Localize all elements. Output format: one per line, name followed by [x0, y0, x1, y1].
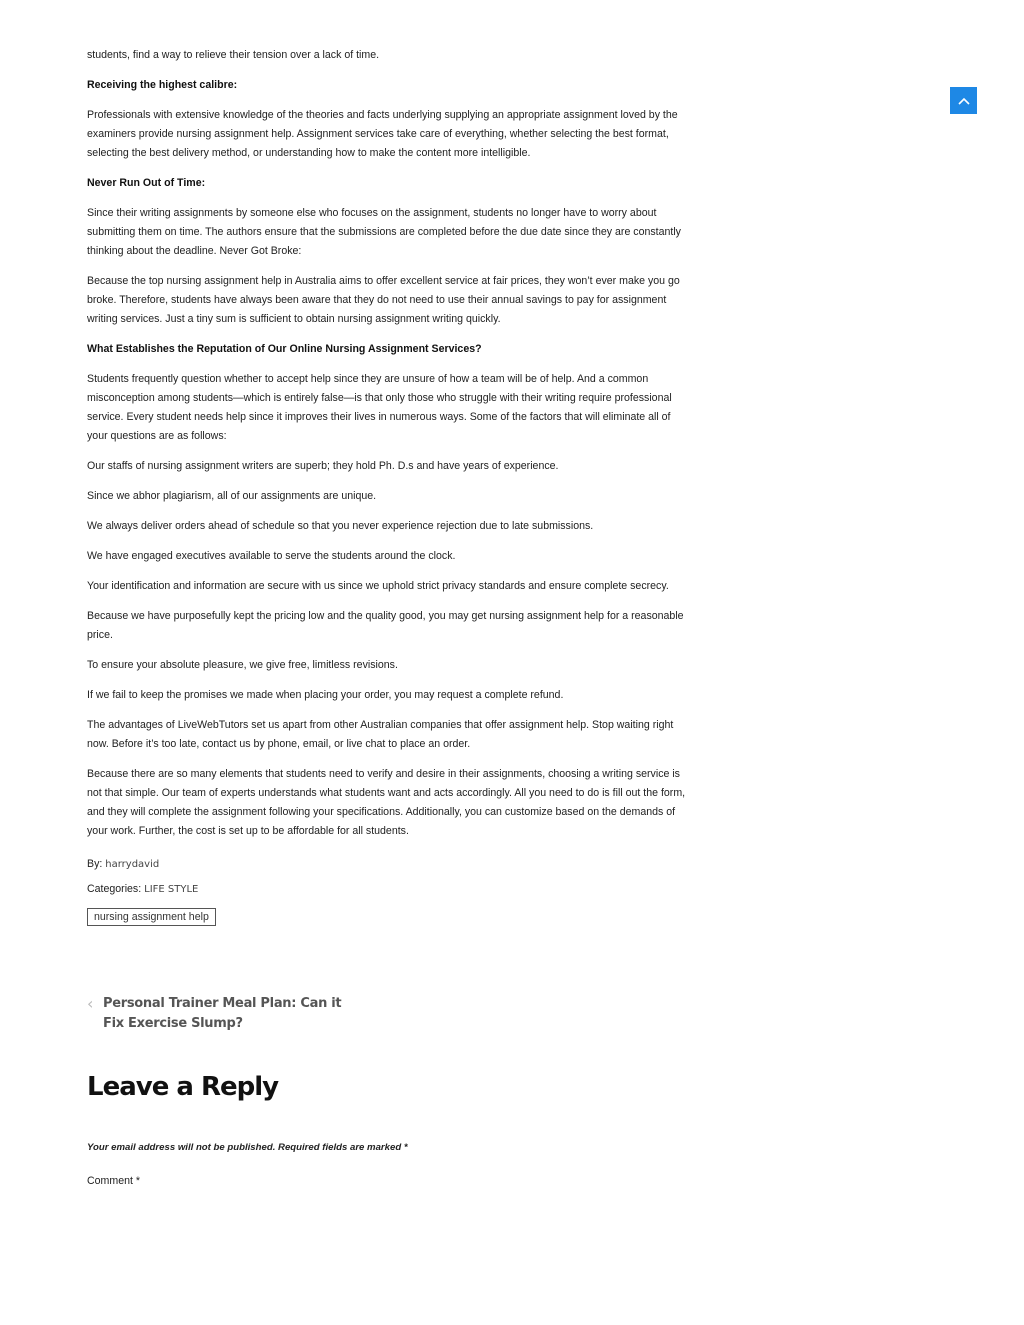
categories-label: Categories: [87, 883, 142, 895]
tag-link[interactable]: nursing assignment help [87, 908, 216, 926]
section-heading: What Establishes the Reputation of Our Online Nursing Assignment Services? [87, 343, 482, 355]
paragraph: Since their writing assignments by someone else who focuses on the assignment, students no longer have to worry about submitting them on time. The authors ensure that the submissions are completed before the due date since they are constantly thinking about the deadline. Never Got Broke: [87, 207, 681, 257]
article-body [87, 46, 687, 841]
paragraph: Because the top nursing assignment help in Australia aims to offer excellent service at fair prices, they won’t ever make you go broke. Therefore, students have always been aware that they do not need to use their annual savings to pay for assignment writing services. Just a tiny sum is sufficient to obtain nursing assignment writing quickly. [87, 275, 680, 325]
paragraph: Students frequently question whether to accept help since they are unsure of how a team will be of help. And a common misconception among students—which is entirely false—is that only those who struggle with their writing require professional service. Every student needs help since it improves their lives in numerous ways. Some of the factors that will eliminate all of your questions are as follows: [87, 373, 672, 442]
paragraph: To ensure your absolute pleasure, we give free, limitless revisions. [87, 659, 398, 671]
previous-post-link[interactable] [87, 994, 353, 1034]
categories-line [87, 882, 687, 897]
comment-label: Comment * [87, 1175, 140, 1187]
chevron-up-icon [958, 97, 970, 105]
reply-heading: Leave a Reply [87, 1072, 279, 1102]
paragraph: Professionals with extensive knowledge of the theories and facts underlying supplying an appropriate assignment loved by the examiners provide nursing assignment help. Assignment services take care of everything, whether selecting the best format, selecting the best delivery method, or understanding how to make the content more intelligible. [87, 109, 678, 159]
previous-post-title[interactable]: Personal Trainer Meal Plan: Can it Fix Exercise Slump? [103, 996, 342, 1031]
section-heading: Never Run Out of Time: [87, 177, 206, 189]
paragraph: Your identification and information are secure with us since we uphold strict privacy standards and ensure complete secrecy. [87, 580, 669, 592]
paragraph: Because we have purposefully kept the pricing low and the quality good, you may get nursing assignment help for a reasonable price. [87, 610, 684, 641]
section-heading: Receiving the highest calibre: [87, 79, 238, 91]
paragraph: The advantages of LiveWebTutors set us apart from other Australian companies that offer assignment help. Stop waiting right now. Before it’s too late, contact us by phone, email, or live chat to place an order. [87, 719, 674, 750]
email-notice: Your email address will not be published. Required fields are marked * [87, 1142, 408, 1153]
paragraph: students, find a way to relieve their tension over a lack of time. [87, 49, 380, 61]
paragraph: Since we abhor plagiarism, all of our assignments are unique. [87, 490, 377, 502]
chevron-left-icon: ‹ [87, 994, 94, 1013]
author-line [87, 857, 687, 872]
category-link[interactable]: LIFE STYLE [144, 884, 199, 895]
author-label: By: [87, 858, 103, 870]
paragraph: We have engaged executives available to serve the students around the clock. [87, 550, 456, 562]
article-content [87, 46, 687, 926]
paragraph: We always deliver orders ahead of schedule so that you never experience rejection due to late submissions. [87, 520, 594, 532]
paragraph: Because there are so many elements that students need to verify and desire in their assignments, choosing a writing service is not that simple. Our team of experts understands what students want and acts accordingly. All you need to do is fill out the form, and they will complete the assignment following your specifications. Additionally, you can customize based on the demands of your work. Further, the cost is set up to be affordable for all students. [87, 768, 686, 837]
back-to-top-button[interactable] [950, 87, 977, 114]
author-link[interactable]: harrydavid [105, 859, 160, 870]
paragraph: Our staffs of nursing assignment writers are superb; they hold Ph. D.s and have years of experience. [87, 460, 559, 472]
paragraph: If we fail to keep the promises we made when placing your order, you may request a complete refund. [87, 689, 564, 701]
